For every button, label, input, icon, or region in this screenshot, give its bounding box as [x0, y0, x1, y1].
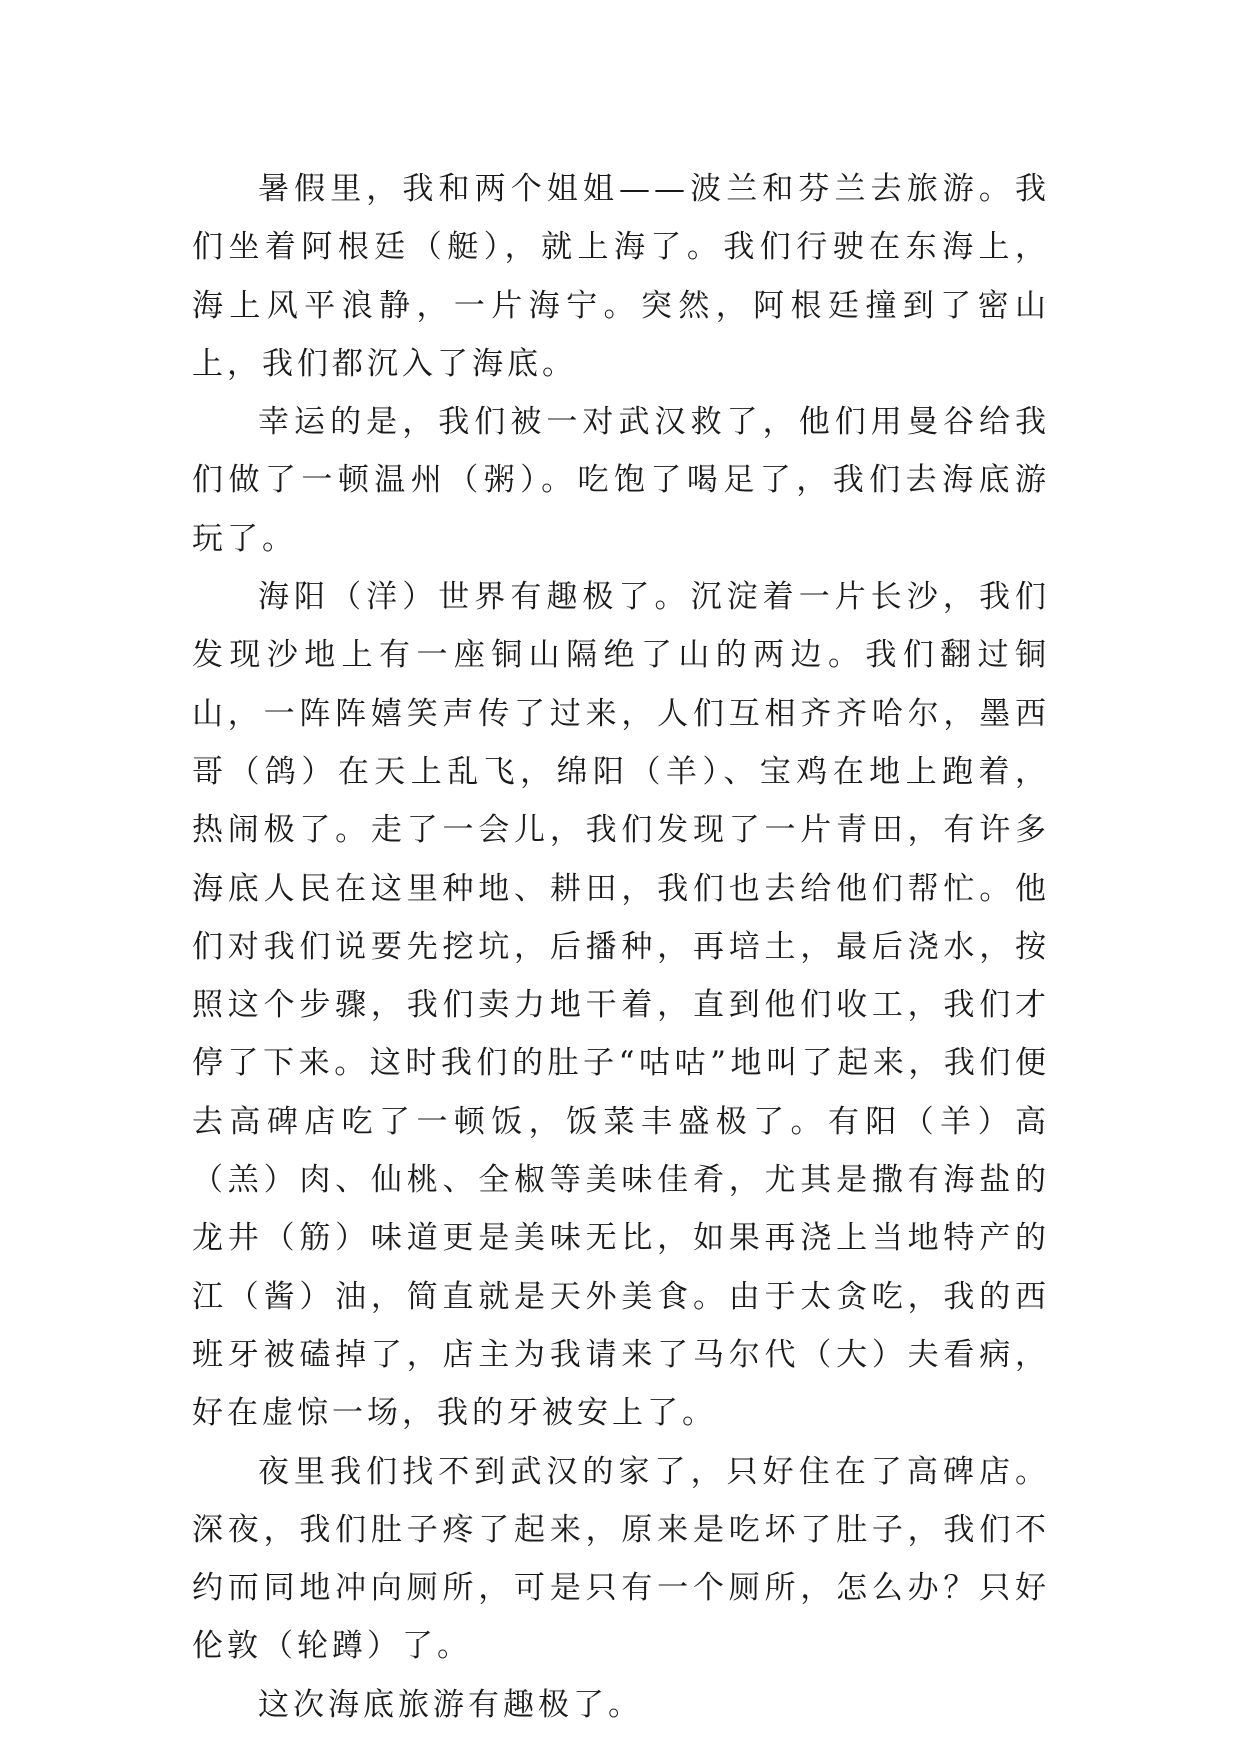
paragraph-3: 海阳（洋）世界有趣极了。沉淀着一片长沙，我们发现沙地上有一座铜山隔绝了山的两边。我们翻过铜山，一阵阵嬉笑声传了过来，人们互相齐齐哈尔，墨西哥（鸽）在天上乱飞，绵阳（羊）、宝鸡在地上跑着，热闹极了。走了一会儿，我们发现了一片青田，有许多海底人民在这里种地、耕田，我们也去给他们帮忙。他们对我们说要先挖坑，后播种，再培土，最后浇水，按照这个步骤，我们卖力地干着，直到他们收工，我们才停了下来。这时我们的肚子“咕咕”地叫了起来，我们便去高碑店吃了一顿饭，饭菜丰盛极了。有阳（羊）高（羔）肉、仙桃、全椒等美味佳肴，尤其是撒有海盐的龙井（筋）味道更是美味无比，如果再浇上当地特产的江（酱）油，简直就是天外美食。由于太贪吃，我的西班牙被磕掉了，店主为我请来了马尔代（大）夫看病，好在虚惊一场，我的牙被安上了。	[192, 579, 1050, 1432]
paragraph-1: 暑假里，我和两个姐姐——波兰和芬兰去旅游。我们坐着阿根廷（艇），就上海了。我们行驶在东海上，海上风平浪静，一片海宁。突然，阿根廷撞到了密山上，我们都沉入了海底。	[192, 171, 1050, 382]
paragraph-4: 夜里我们找不到武汉的家了，只好住在了高碑店。深夜，我们肚子疼了起来，原来是吃坏了肚子，我们不约而同地冲向厕所，可是只有一个厕所，怎么办？只好伦敦（轮蹲）了。	[192, 1453, 1050, 1665]
essay-body	[192, 160, 1050, 1734]
paragraph-5: 这次海底旅游有趣极了。	[258, 1686, 643, 1723]
paragraph-2: 幸运的是，我们被一对武汉救了，他们用曼谷给我们做了一顿温州（粥）。吃饱了喝足了，我们去海底游玩了。	[192, 404, 1050, 557]
